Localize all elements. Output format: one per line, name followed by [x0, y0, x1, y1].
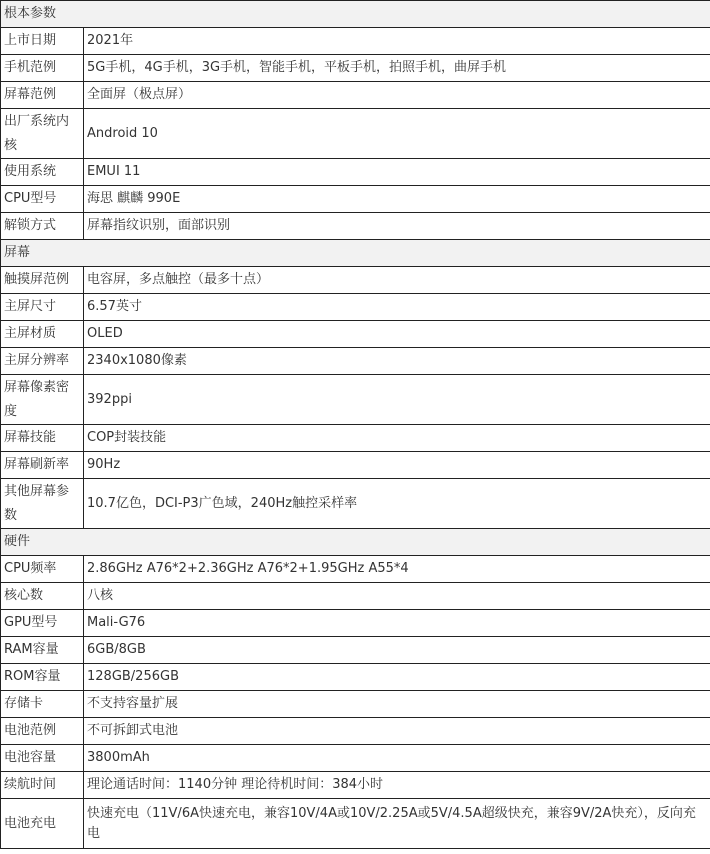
section-header-basic	[1, 1, 710, 28]
spec-row	[1, 772, 710, 799]
spec-row	[1, 479, 710, 529]
spec-row	[1, 348, 710, 375]
spec-label: 电池容量	[1, 745, 84, 772]
spec-row	[1, 452, 710, 479]
spec-label: ROM容量	[1, 664, 84, 691]
spec-value: 海思 麒麟 990E	[84, 186, 710, 213]
spec-label: CPU型号	[1, 186, 84, 213]
spec-value: 八核	[84, 583, 710, 610]
spec-label: GPU型号	[1, 610, 84, 637]
spec-label: CPU频率	[1, 556, 84, 583]
section-header-hardware	[1, 529, 710, 556]
spec-row	[1, 213, 710, 240]
spec-value: 128GB/256GB	[84, 664, 710, 691]
spec-row	[1, 186, 710, 213]
spec-value: Mali-G76	[84, 610, 710, 637]
spec-row	[1, 28, 710, 55]
spec-value: Android 10	[84, 109, 710, 159]
spec-label: 屏幕刷新率	[1, 452, 84, 479]
spec-value: 2.86GHz A76*2+2.36GHz A76*2+1.95GHz A55*4	[84, 556, 710, 583]
spec-row	[1, 799, 710, 849]
spec-row	[1, 691, 710, 718]
spec-label: 电池充电	[1, 799, 84, 849]
spec-value: 5G手机，4G手机，3G手机，智能手机，平板手机，拍照手机，曲屏手机	[84, 55, 710, 82]
spec-label: 上市日期	[1, 28, 84, 55]
spec-row	[1, 425, 710, 452]
spec-row	[1, 321, 710, 348]
spec-value: 全面屏（极点屏）	[84, 82, 710, 109]
spec-row	[1, 55, 710, 82]
spec-label: 触摸屏范例	[1, 267, 84, 294]
spec-row	[1, 745, 710, 772]
spec-row	[1, 82, 710, 109]
spec-value: 6GB/8GB	[84, 637, 710, 664]
spec-value: 快速充电（11V/6A快速充电，兼容10V/4A或10V/2.25A或5V/4.5A超级快充，兼容9V/2A快充），反向充电	[84, 799, 710, 849]
spec-row	[1, 637, 710, 664]
spec-value: 2340x1080像素	[84, 348, 710, 375]
spec-label: 出厂系统内核	[1, 109, 84, 159]
spec-value: 不可拆卸式电池	[84, 718, 710, 745]
spec-row	[1, 109, 710, 159]
spec-row	[1, 610, 710, 637]
spec-label: 使用系统	[1, 159, 84, 186]
spec-value: 2021年	[84, 28, 710, 55]
spec-row	[1, 664, 710, 691]
spec-label: 屏幕像素密度	[1, 375, 84, 425]
spec-value: 90Hz	[84, 452, 710, 479]
spec-value: 理论通话时间：1140分钟 理论待机时间：384小时	[84, 772, 710, 799]
spec-label: 手机范例	[1, 55, 84, 82]
spec-label: 解锁方式	[1, 213, 84, 240]
section-title: 根本参数	[1, 1, 710, 28]
section-title: 硬件	[1, 529, 710, 556]
spec-label: 电池范例	[1, 718, 84, 745]
spec-label: 核心数	[1, 583, 84, 610]
spec-label: 其他屏幕参数	[1, 479, 84, 529]
section-title: 屏幕	[1, 240, 710, 267]
spec-row	[1, 718, 710, 745]
spec-label: 存储卡	[1, 691, 84, 718]
spec-label: 主屏尺寸	[1, 294, 84, 321]
spec-value: COP封装技能	[84, 425, 710, 452]
spec-value: 10.7亿色，DCI-P3广色域，240Hz触控采样率	[84, 479, 710, 529]
spec-value: 392ppi	[84, 375, 710, 425]
spec-value: EMUI 11	[84, 159, 710, 186]
spec-label: 屏幕技能	[1, 425, 84, 452]
section-header-screen	[1, 240, 710, 267]
spec-label: 屏幕范例	[1, 82, 84, 109]
spec-label: RAM容量	[1, 637, 84, 664]
spec-row	[1, 159, 710, 186]
spec-row	[1, 556, 710, 583]
spec-label: 续航时间	[1, 772, 84, 799]
spec-label: 主屏分辨率	[1, 348, 84, 375]
spec-value: 电容屏，多点触控（最多十点）	[84, 267, 710, 294]
spec-row	[1, 267, 710, 294]
spec-row	[1, 375, 710, 425]
spec-value: 6.57英寸	[84, 294, 710, 321]
spec-row	[1, 294, 710, 321]
spec-value: 不支持容量扩展	[84, 691, 710, 718]
spec-label: 主屏材质	[1, 321, 84, 348]
spec-row	[1, 583, 710, 610]
spec-value: 屏幕指纹识别，面部识别	[84, 213, 710, 240]
spec-value: OLED	[84, 321, 710, 348]
spec-value: 3800mAh	[84, 745, 710, 772]
